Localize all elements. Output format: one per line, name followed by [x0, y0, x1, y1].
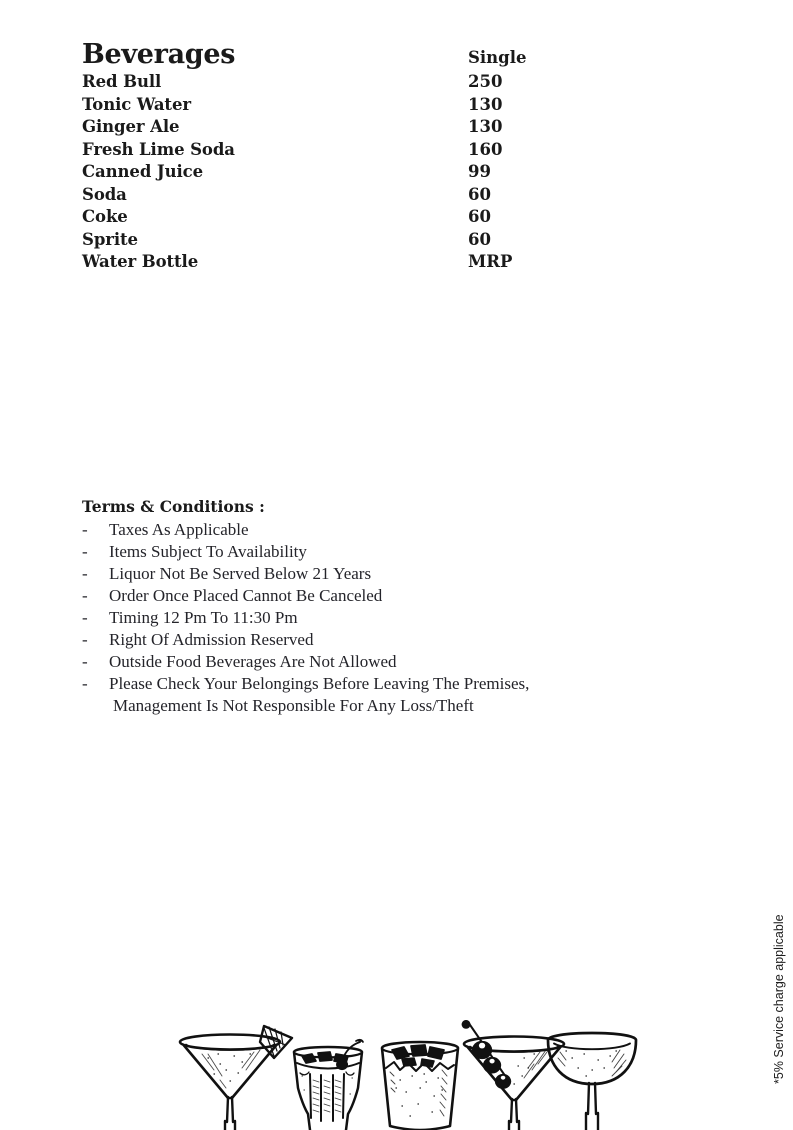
terms-item-text-line1: Please Check Your Belongings Before Leaving The Premises, [109, 674, 530, 693]
menu-item-price: MRP [468, 252, 513, 271]
menu-item-row [82, 161, 552, 184]
terms-item-text: Timing 12 Pm To 11:30 Pm [109, 608, 298, 627]
terms-item-text: Items Subject To Availability [109, 542, 307, 561]
terms-item-text: Order Once Placed Cannot Be Canceled [109, 586, 383, 605]
bullet-dash-icon: - [82, 674, 88, 693]
menu-item-row [82, 184, 552, 207]
menu-item-row [82, 206, 552, 229]
menu-item-name: Water Bottle [82, 252, 199, 271]
terms-item-text-line2: Management Is Not Responsible For Any Loss/Theft [113, 696, 474, 715]
beverages-section [82, 40, 552, 274]
menu-item-name: Tonic Water [82, 94, 191, 114]
menu-item-row [82, 94, 552, 117]
bullet-dash-icon: - [82, 520, 88, 539]
menu-item-row [82, 251, 552, 274]
terms-list-item [82, 563, 682, 585]
menu-item-price: 130 [468, 94, 503, 114]
terms-list-item [82, 651, 682, 673]
menu-item-row [82, 139, 552, 162]
terms-and-conditions-section [82, 496, 682, 717]
menu-item-price: 130 [468, 117, 503, 136]
menu-item-name: Soda [82, 184, 127, 204]
menu-item-row [82, 116, 552, 139]
menu-item-name: Fresh Lime Soda [82, 139, 235, 159]
highball-glass-with-ice-icon [382, 1042, 458, 1130]
terms-list-item [82, 607, 682, 629]
menu-item-name: Sprite [82, 229, 138, 249]
terms-list [82, 519, 682, 717]
menu-item-price: 250 [468, 72, 503, 91]
menu-item-name: Coke [82, 207, 128, 226]
price-column-header: Single [468, 48, 527, 67]
menu-item-name: Canned Juice [82, 162, 204, 181]
beverages-section-header [82, 40, 552, 70]
terms-item-text: Liquor Not Be Served Below 21 Years [109, 564, 372, 583]
fluted-tumbler-with-cherry-icon [294, 1040, 363, 1130]
terms-list-item [82, 541, 682, 563]
terms-list-item [82, 519, 682, 541]
bullet-dash-icon: - [82, 652, 88, 671]
menu-item-name: Red Bull [82, 72, 162, 91]
bullet-dash-icon: - [82, 608, 88, 627]
bullet-dash-icon: - [82, 564, 88, 583]
service-charge-note-text: *5% Service charge applicable [772, 914, 786, 1084]
menu-item-row [82, 229, 552, 252]
menu-item-row [82, 71, 552, 94]
bullet-dash-icon: - [82, 630, 88, 649]
terms-list-item [82, 629, 682, 651]
terms-item-text [108, 673, 682, 717]
menu-item-name: Ginger Ale [82, 117, 180, 136]
menu-item-price: 60 [468, 229, 491, 249]
service-charge-note [756, 888, 786, 1088]
glassware-svg [168, 1018, 638, 1130]
menu-item-price: 60 [468, 207, 491, 226]
terms-list-item [82, 673, 682, 717]
page-title: Beverages [82, 39, 236, 70]
terms-item-text: Right Of Admission Reserved [109, 630, 314, 649]
menu-item-price: 60 [468, 184, 491, 204]
bullet-dash-icon: - [82, 542, 88, 561]
menu-item-price: 99 [468, 162, 491, 181]
beverages-list [82, 71, 552, 274]
martini-glass-with-citrus-wedge-icon [180, 1026, 292, 1130]
terms-title: Terms & Conditions : [82, 497, 265, 516]
terms-item-text: Outside Food Beverages Are Not Allowed [109, 652, 397, 671]
terms-item-text: Taxes As Applicable [109, 520, 249, 539]
menu-item-price: 160 [468, 139, 503, 159]
terms-list-item [82, 585, 682, 607]
cocktail-glasses-illustration [168, 1018, 638, 1130]
bullet-dash-icon: - [82, 586, 88, 605]
